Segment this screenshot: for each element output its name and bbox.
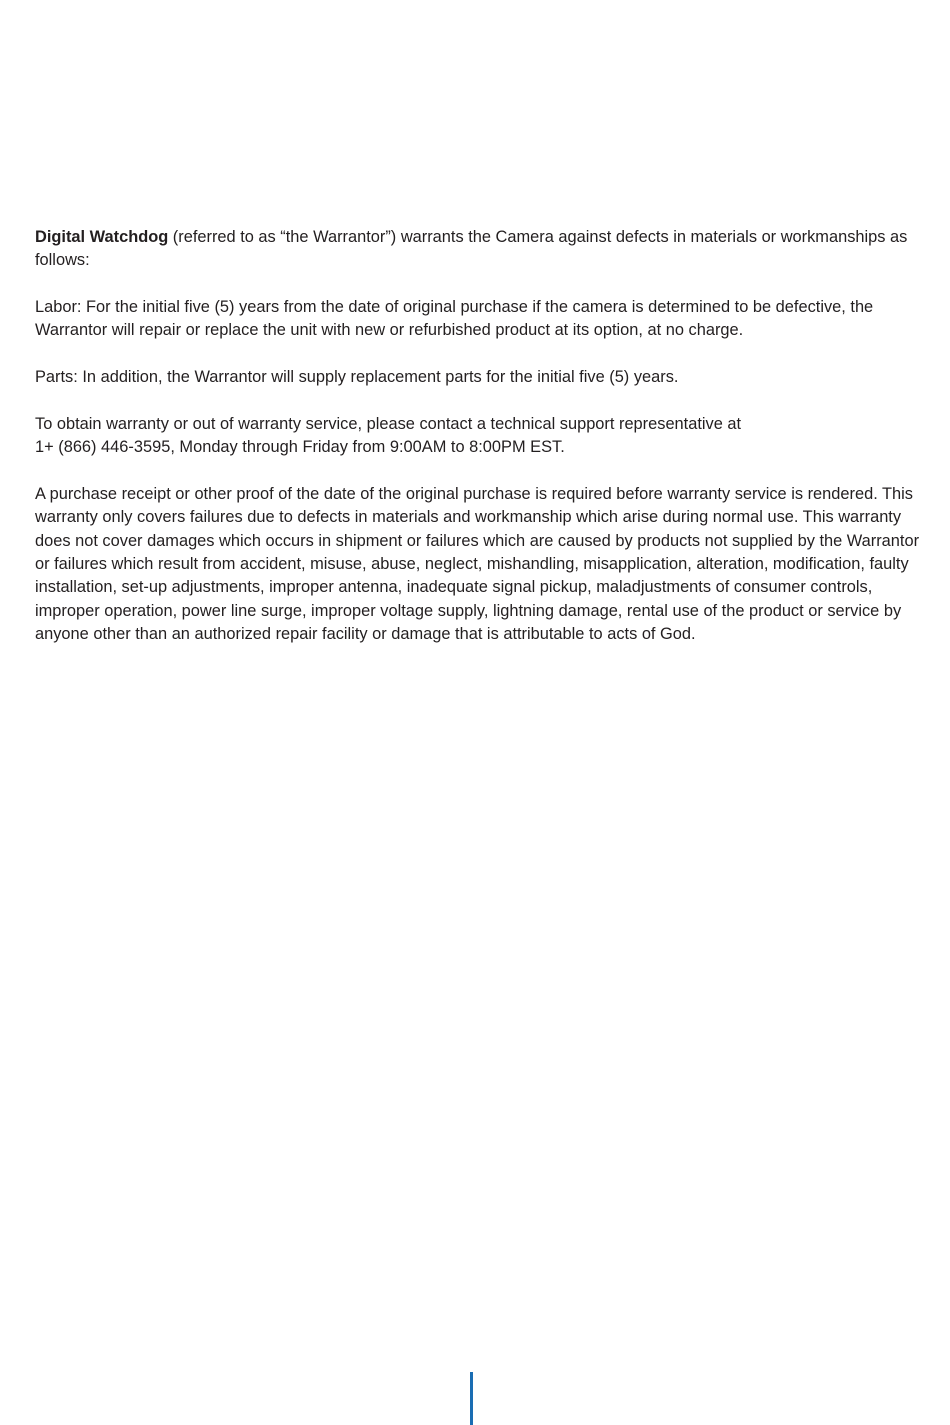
page-marker-rule [470,1372,473,1425]
service-paragraph [35,413,920,460]
warranty-intro-text: (referred to as “the Warrantor”) warrants the Camera against defects in materials or workmanships as follows: [35,228,908,270]
brand-name: Digital Watchdog [35,228,169,246]
conditions-paragraph: A purchase receipt or other proof of the date of the original purchase is required before warranty service is rendered. This warranty only covers failures due to defects in materials and workmanship which arise during normal use. This warranty does not cover damages which occurs in shipment or failures which are caused by products not supplied by the Warrantor or failures which result from accident, misuse, abuse, neglect, mishandling, misapplication, alteration, modification, faulty installation, set-up adjustments, improper antenna, inadequate signal pickup, maladjustments of consumer controls, improper operation, power line surge, improper voltage supply, lightning damage, rental use of the product or service by anyone other than an authorized repair facility or damage that is attributable to acts of God. [35,485,920,643]
warranty-intro-paragraph [35,226,920,273]
parts-paragraph: Parts: In addition, the Warrantor will supply replacement parts for the initial five (5) years. [35,368,679,387]
warranty-text [35,226,920,646]
labor-paragraph: Labor: For the initial five (5) years from the date of original purchase if the camera is determined to be defective, the Warrantor will repair or replace the unit with new or refurbished product at its option, at no charge. [35,298,874,340]
service-line-2: 1+ (866) 446-3595, Monday through Friday from 9:00AM to 8:00PM EST. [35,438,565,457]
service-line-1: To obtain warranty or out of warranty service, please contact a technical support representative at [35,414,742,433]
